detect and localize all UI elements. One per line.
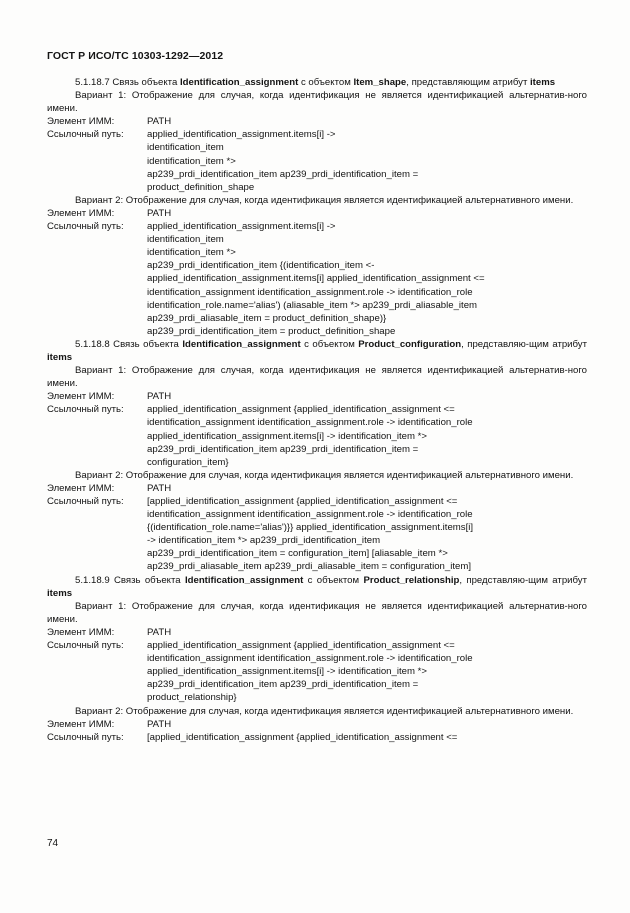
mapping-key: Элемент ИММ: (47, 116, 115, 128)
bold-term: Identification_assignment (182, 338, 301, 350)
mapping-line: identification_item *> (147, 155, 236, 167)
mapping-line: ap239_prdi_identification_item ap239_prdi_identification_item = (147, 168, 419, 180)
text-run: 5.1.18.9 Связь объекта (75, 574, 185, 586)
mapping-value (147, 482, 587, 495)
mapping-value (147, 495, 587, 574)
mapping-key: Ссылочный путь: (47, 129, 124, 141)
mapping-value (147, 718, 587, 731)
paragraph (47, 600, 587, 626)
mapping-line: applied_identification_assignment.items[i] -> identification_item *> (147, 430, 427, 442)
mapping-line: ap239_prdi_identification_item {(identification_item <- (147, 260, 375, 272)
mapping-row (47, 403, 587, 468)
mapping-line: PATH (147, 626, 172, 638)
mapping-row (47, 220, 587, 338)
paragraph (47, 76, 587, 89)
mapping-value (147, 626, 587, 639)
mapping-key: Элемент ИММ: (47, 482, 115, 494)
mapping-line: PATH (147, 207, 172, 219)
mapping-line: identification_item (147, 142, 224, 154)
mapping-key: Ссылочный путь: (47, 404, 124, 416)
paragraph (47, 469, 587, 482)
mapping-line: identification_assignment identification_assignment.role -> identification_role (147, 653, 473, 665)
mapping-row (47, 639, 587, 704)
text-run: Вариант 2: Отображение для случая, когда идентификация является идентификацией альтернативного имени. (75, 194, 574, 206)
mapping-value (147, 403, 587, 468)
mapping-line: applied_identification_assignment {applied_identification_assignment <= (147, 404, 455, 416)
mapping-line: applied_identification_assignment.items[i] -> identification_item *> (147, 666, 427, 678)
mapping-line: configuration_item} (147, 456, 229, 468)
mapping-value (147, 128, 587, 193)
bold-term: Identification_assignment (179, 77, 299, 88)
mapping-line: identification_item (147, 234, 224, 246)
mapping-line: PATH (147, 718, 172, 730)
mapping-line: ap239_prdi_identification_item ap239_prdi_identification_item = (147, 679, 419, 691)
mapping-row (47, 626, 587, 639)
text-run: Вариант 1: Отображение для случая, когда идентификация не является идентификацией альтернатив-ного имени. (47, 600, 587, 625)
bold-term: items (47, 351, 73, 363)
mapping-line: {(identification_role.name='alias')}} applied_identification_assignment.items[i] (147, 522, 474, 534)
text-run: с объектом (298, 77, 354, 88)
mapping-value (147, 220, 587, 338)
mapping-row (47, 390, 587, 403)
mapping-line: PATH (147, 116, 172, 128)
mapping-key: Ссылочный путь: (47, 640, 124, 652)
mapping-value (147, 390, 587, 403)
mapping-line: applied_identification_assignment.items[i] applied_identification_assignment <= (147, 273, 485, 285)
paragraph (47, 705, 587, 718)
mapping-line: ap239_prdi_identification_item = product_definition_shape (147, 325, 396, 337)
mapping-value (147, 115, 587, 128)
mapping-row (47, 718, 587, 731)
text-run: 5.1.18.8 Связь объекта (75, 338, 183, 350)
mapping-line: identification_assignment identification_assignment.role -> identification_role (147, 286, 473, 298)
bold-term: Product_relationship (363, 574, 460, 586)
document-body (47, 76, 587, 744)
bold-term: items (530, 77, 556, 88)
mapping-key: Элемент ИММ: (47, 626, 115, 638)
mapping-line: ap239_prdi_aliasable_item ap239_prdi_aliasable_item = configuration_item] (147, 561, 472, 573)
mapping-line: applied_identification_assignment.items[i] -> (147, 221, 336, 233)
mapping-row (47, 207, 587, 220)
mapping-line: identification_role.name='alias') (aliasable_item *> ap239_prdi_aliasable_item (147, 299, 478, 311)
text-run: 5.1.18.7 Связь объекта (75, 77, 180, 88)
mapping-line: PATH (147, 482, 172, 494)
paragraph (47, 574, 587, 600)
mapping-key: Ссылочный путь: (47, 731, 124, 743)
mapping-line: [applied_identification_assignment {applied_identification_assignment <= (147, 496, 458, 507)
mapping-row (47, 495, 587, 574)
paragraph (47, 338, 587, 364)
paragraph (47, 194, 587, 207)
mapping-key: Ссылочный путь: (47, 221, 124, 233)
text-run: , представляю-щим атрибут (461, 338, 588, 350)
mapping-value (147, 207, 587, 220)
mapping-value (147, 731, 587, 744)
page-number: 74 (47, 838, 59, 849)
mapping-line: -> identification_item *> ap239_prdi_identification_item (147, 535, 381, 547)
mapping-line: identification_assignment identification_assignment.role -> identification_role (147, 509, 473, 521)
mapping-line: ap239_prdi_aliasable_item = product_definition_shape)} (147, 312, 387, 324)
mapping-line: ap239_prdi_identification_item = configuration_item] [aliasable_item *> (147, 548, 448, 560)
text-run: Вариант 2: Отображение для случая, когда идентификация является идентификацией альтернативного имени. (75, 469, 574, 481)
text-run: Вариант 1: Отображение для случая, когда идентификация не является идентификацией альтернатив-ного имени. (47, 365, 587, 390)
mapping-line: applied_identification_assignment.items[i] -> (147, 129, 336, 141)
mapping-value (147, 639, 587, 704)
mapping-key: Элемент ИММ: (47, 207, 115, 219)
mapping-line: ap239_prdi_identification_item ap239_prdi_identification_item = (147, 443, 419, 455)
bold-term: Identification_assignment (184, 574, 304, 586)
mapping-line: applied_identification_assignment {applied_identification_assignment <= (147, 640, 455, 652)
bold-term: Item_shape (353, 77, 407, 88)
mapping-row (47, 115, 587, 128)
text-run: , представляю-щим атрибут (459, 574, 587, 586)
mapping-line: [applied_identification_assignment {applied_identification_assignment <= (147, 731, 458, 743)
document-header: ГОСТ Р ИСО/ТС 10303-1292—2012 (47, 50, 224, 62)
bold-term: Product_configuration (358, 338, 462, 350)
text-run: Вариант 1: Отображение для случая, когда идентификация не является идентификацией альтернатив-ного имени. (47, 90, 587, 115)
text-run: с объектом (303, 574, 364, 586)
bold-term: items (47, 587, 73, 599)
mapping-key: Элемент ИММ: (47, 391, 115, 403)
mapping-line: product_relationship} (147, 692, 237, 704)
mapping-key: Ссылочный путь: (47, 496, 124, 507)
mapping-line: product_definition_shape (147, 181, 255, 193)
mapping-row (47, 128, 587, 193)
mapping-line: identification_item *> (147, 247, 236, 259)
mapping-key: Элемент ИММ: (47, 718, 115, 730)
text-run: , представляющим атрибут (406, 77, 531, 88)
mapping-row (47, 482, 587, 495)
paragraph (47, 89, 587, 115)
text-run: с объектом (300, 338, 359, 350)
mapping-line: identification_assignment identification_assignment.role -> identification_role (147, 417, 473, 429)
mapping-row (47, 731, 587, 744)
text-run: Вариант 2: Отображение для случая, когда идентификация является идентификацией альтернативного имени. (75, 705, 574, 717)
mapping-line: PATH (147, 391, 172, 403)
paragraph (47, 364, 587, 390)
